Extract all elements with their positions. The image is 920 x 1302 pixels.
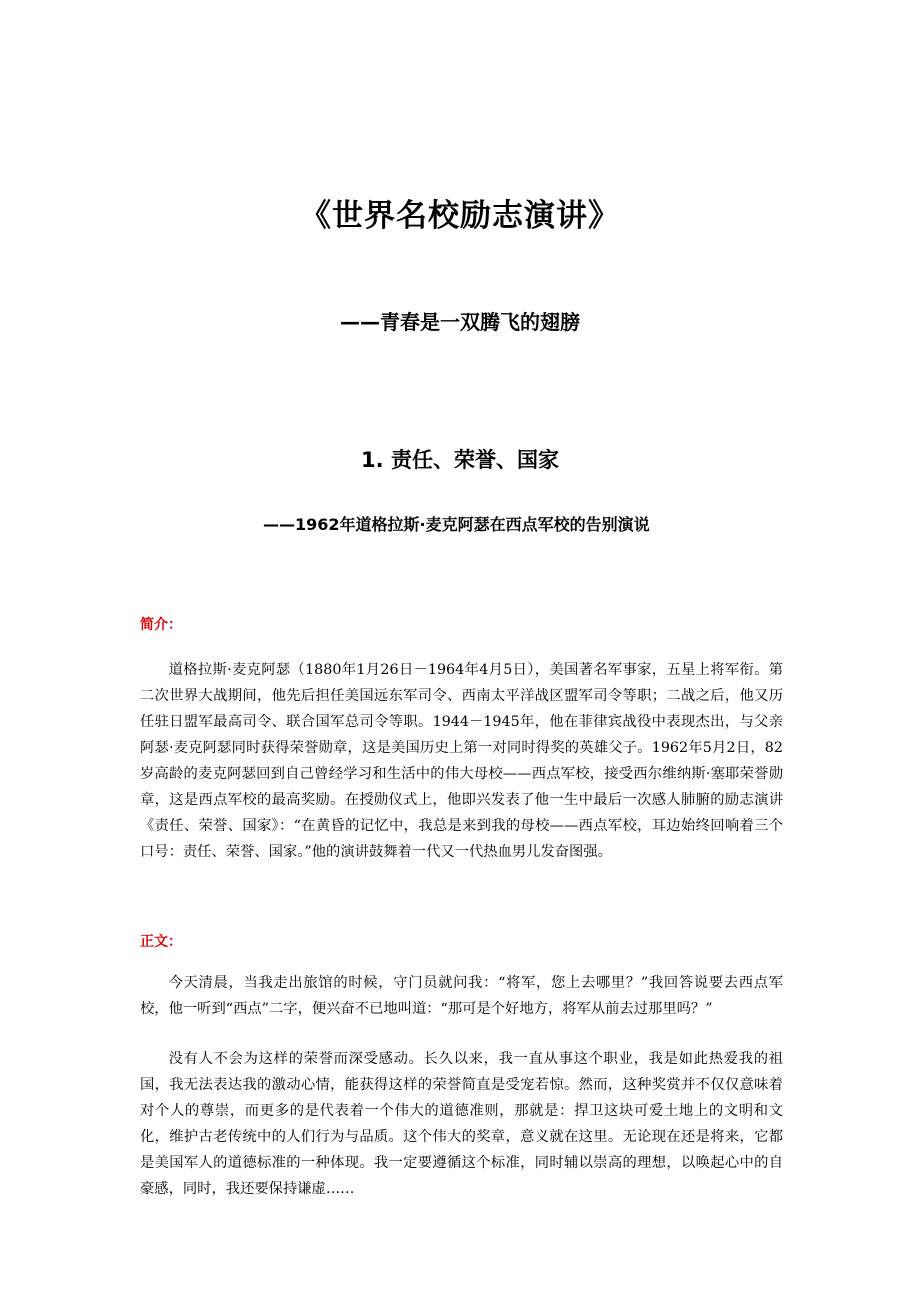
document-title: 《世界名校励志演讲》 [300,198,620,234]
section-subtitle: ——1962年道格拉斯·麦克阿瑟在西点军校的告别演说 [263,515,650,534]
section-title: 1. 责任、荣誉、国家 [361,448,559,472]
intro-label: 简介： [140,617,182,633]
body-paragraph: 没有人不会为这样的荣誉而深受感动。长久以来，我一直从事这个职业，我是如此热爱我的祖国，我无法表达我的激动心情，能获得这样的荣誉简直是受宠若惊。然而，这种奖赏并不仅仅意味着对个人的尊崇，而更多的是代表着一个伟大的道德准则，那就是：捍卫这块可爱土地上的文明和文化，维护古老传统中的人们行为与品质。这个伟大的奖章，意义就在这里。无论现在还是将来，它都是美国军人的道德标准的一种体现。我一定要遵循这个标准，同时辅以崇高的理想，以唤起心中的自豪感，同时，我还要保持谦虚…… [140,1051,783,1197]
body-label: 正文： [140,934,182,950]
body-paragraph: 今天清晨，当我走出旅馆的时候，守门员就问我：“将军，您上去哪里？”我回答说要去西点军校，他一听到“西点”二字，便兴奋不已地叫道：“那可是个好地方，将军从前去过那里吗？” [140,975,783,1017]
document-subtitle: ——青春是一双腾飞的翅膀 [340,310,580,334]
intro-paragraph: 道格拉斯·麦克阿瑟（1880年1月26日－1964年4月5日），美国著名军事家，五星上将军衔。第二次世界大战期间，他先后担任美国远东军司令、西南太平洋战区盟军司令等职；二战之后，他又历任驻日盟军最高司令、联合国军总司令等职。1944－1945年，他在菲律宾战役中表现杰出，与父亲阿瑟·麦克阿瑟同时获得荣誉勋章，这是美国历史上第一对同时得奖的英雄父子。1962年5月2日，82岁高龄的麦克阿瑟回到自己曾经学习和生活中的伟大母校——西点军校，接受西尔维纳斯·塞耶荣誉勋章，这是西点军校的最高奖励。在授勋仪式上，他即兴发表了他一生中最后一次感人肺腑的励志演讲《责任、荣誉、国家》：“在黄昏的记忆中，我总是来到我的母校——西点军校，耳边始终回响着三个口号：责任、荣誉、国家。”他的演讲鼓舞着一代又一代热血男儿发奋图强。 [140,662,783,860]
